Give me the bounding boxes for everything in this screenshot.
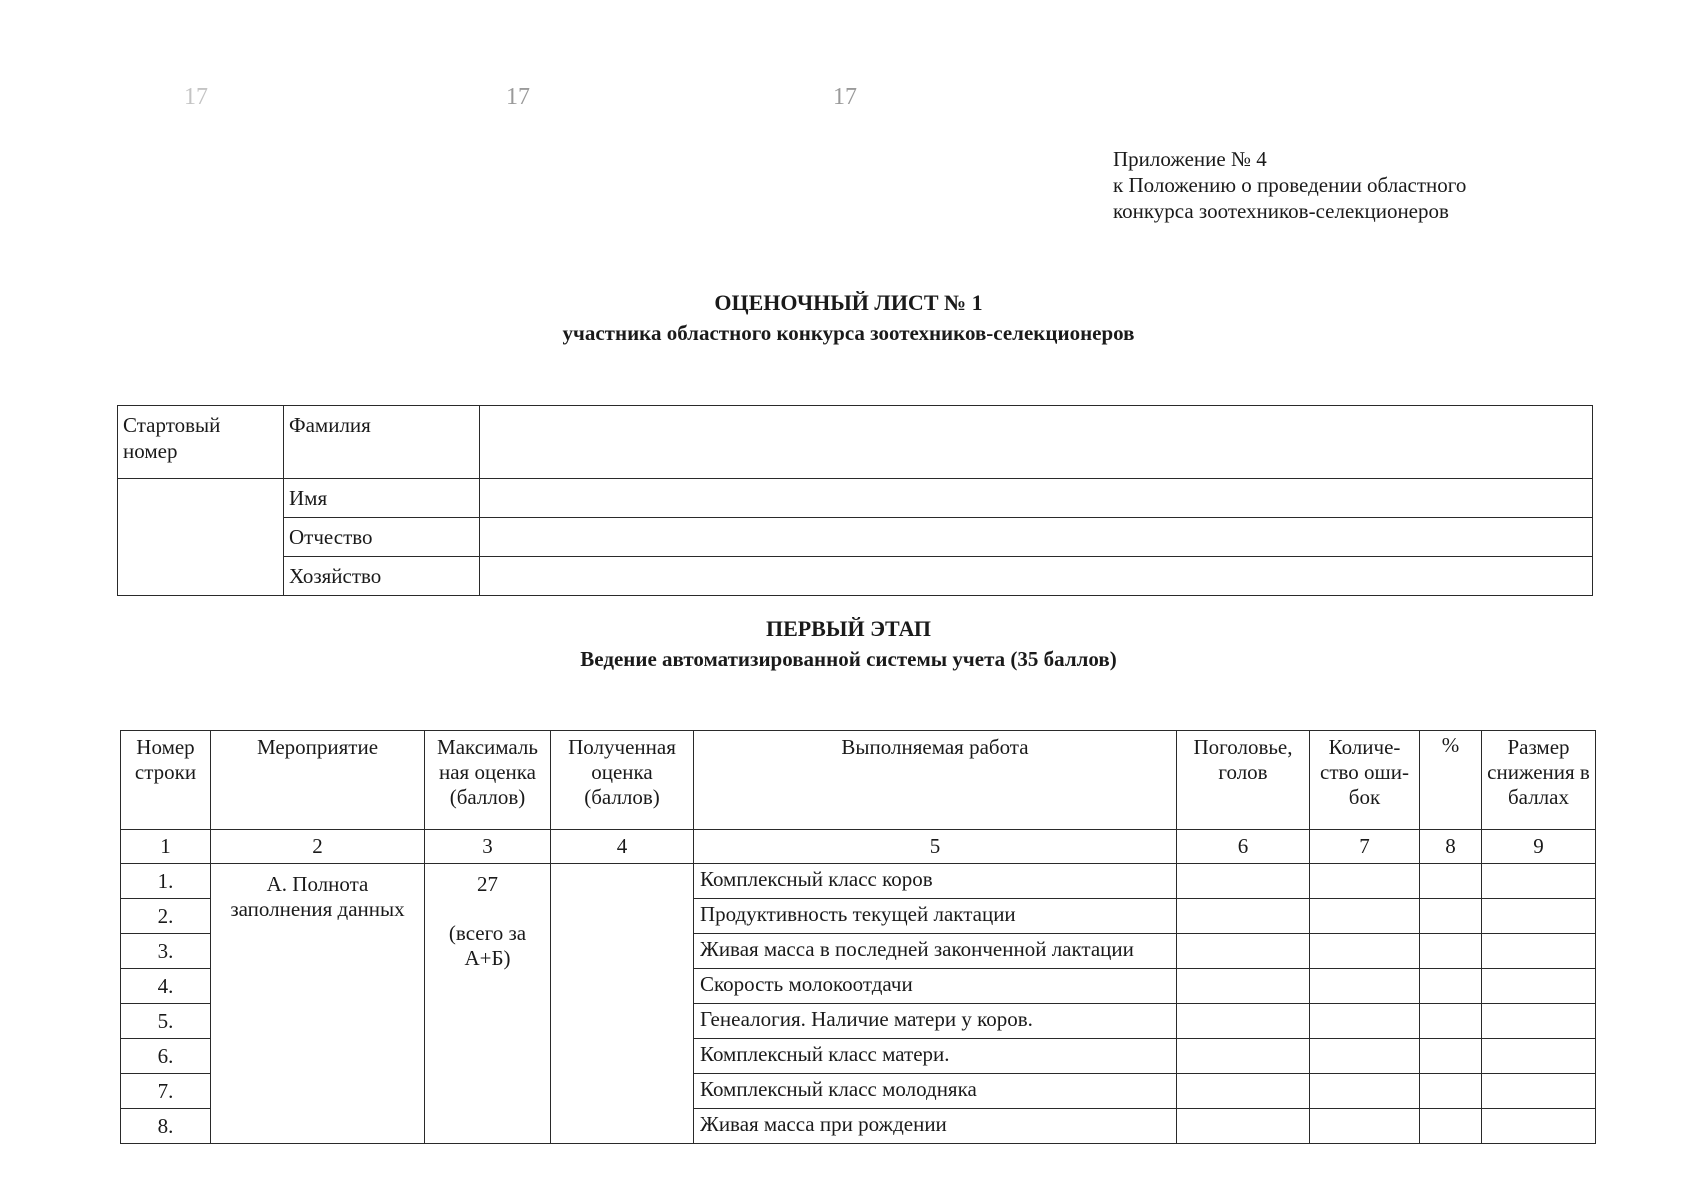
column-number: 3 bbox=[425, 830, 551, 864]
evaluation-table bbox=[120, 730, 1596, 1144]
stage-title bbox=[0, 614, 1697, 674]
reduction-field[interactable] bbox=[1482, 1074, 1596, 1109]
stage-title-main: ПЕРВЫЙ ЭТАП bbox=[765, 616, 932, 641]
livestock-field[interactable] bbox=[1177, 1039, 1310, 1074]
work-item: Живая масса в последней законченной лактации bbox=[694, 934, 1177, 969]
work-item: Живая масса при рождении bbox=[694, 1109, 1177, 1144]
stage-title-sub: Ведение автоматизированной системы учета (35 баллов) bbox=[580, 647, 1117, 671]
header-row-number: Номер строки bbox=[121, 731, 211, 830]
appendix-note bbox=[1113, 146, 1466, 224]
column-number: 1 bbox=[121, 830, 211, 864]
errors-field[interactable] bbox=[1310, 969, 1420, 1004]
livestock-field[interactable] bbox=[1177, 1074, 1310, 1109]
work-item: Генеалогия. Наличие матери у коров. bbox=[694, 1004, 1177, 1039]
column-number: 9 bbox=[1482, 830, 1596, 864]
surname-label: Фамилия bbox=[284, 406, 480, 479]
errors-field[interactable] bbox=[1310, 934, 1420, 969]
livestock-field[interactable] bbox=[1177, 899, 1310, 934]
reduction-field[interactable] bbox=[1482, 1109, 1596, 1144]
errors-field[interactable] bbox=[1310, 1109, 1420, 1144]
participant-table bbox=[117, 405, 1593, 596]
sheet-title-sub: участника областного конкурса зоотехников-селекционеров bbox=[562, 321, 1135, 345]
header-received-score: Полученная оценка (баллов) bbox=[551, 731, 694, 830]
percent-field[interactable] bbox=[1420, 864, 1482, 899]
received-score-field[interactable] bbox=[551, 864, 694, 1144]
row-number: 5. bbox=[121, 1004, 211, 1039]
header-reduction: Размер снижения в баллах bbox=[1482, 731, 1596, 830]
max-score-note: (всего за А+Б) bbox=[448, 921, 527, 970]
work-item: Комплексный класс молодняка bbox=[694, 1074, 1177, 1109]
activity-cell: А. Полнота заполнения данных bbox=[211, 864, 425, 1144]
livestock-field[interactable] bbox=[1177, 1004, 1310, 1039]
percent-field[interactable] bbox=[1420, 969, 1482, 1004]
column-number: 6 bbox=[1177, 830, 1310, 864]
page-number: 17 bbox=[833, 84, 857, 110]
reduction-field[interactable] bbox=[1482, 864, 1596, 899]
header-percent: % bbox=[1420, 731, 1482, 830]
livestock-field[interactable] bbox=[1177, 864, 1310, 899]
work-item: Комплексный класс матери. bbox=[694, 1039, 1177, 1074]
row-number: 2. bbox=[121, 899, 211, 934]
sheet-title bbox=[0, 288, 1697, 348]
patronymic-field[interactable] bbox=[480, 518, 1593, 557]
header-activity: Мероприятие bbox=[211, 731, 425, 830]
farm-label: Хозяйство bbox=[284, 557, 480, 596]
percent-field[interactable] bbox=[1420, 1039, 1482, 1074]
percent-field[interactable] bbox=[1420, 1109, 1482, 1144]
work-item: Продуктивность текущей лактации bbox=[694, 899, 1177, 934]
column-number: 8 bbox=[1420, 830, 1482, 864]
page-number: 17 bbox=[506, 84, 530, 110]
appendix-line: конкурса зоотехников-селекционеров bbox=[1113, 199, 1449, 223]
reduction-field[interactable] bbox=[1482, 934, 1596, 969]
reduction-field[interactable] bbox=[1482, 969, 1596, 1004]
name-label: Имя bbox=[284, 479, 480, 518]
max-score-cell bbox=[425, 864, 551, 1144]
header-errors: Количе- ство оши- бок bbox=[1310, 731, 1420, 830]
column-number: 4 bbox=[551, 830, 694, 864]
sheet-title-main: ОЦЕНОЧНЫЙ ЛИСТ № 1 bbox=[714, 290, 983, 315]
percent-field[interactable] bbox=[1420, 1004, 1482, 1039]
percent-field[interactable] bbox=[1420, 899, 1482, 934]
row-number: 4. bbox=[121, 969, 211, 1004]
header-livestock: Поголовье, голов bbox=[1177, 731, 1310, 830]
column-number: 7 bbox=[1310, 830, 1420, 864]
name-field[interactable] bbox=[480, 479, 1593, 518]
surname-field[interactable] bbox=[480, 406, 1593, 479]
row-number: 8. bbox=[121, 1109, 211, 1144]
percent-field[interactable] bbox=[1420, 1074, 1482, 1109]
errors-field[interactable] bbox=[1310, 899, 1420, 934]
column-number: 5 bbox=[694, 830, 1177, 864]
reduction-field[interactable] bbox=[1482, 899, 1596, 934]
livestock-field[interactable] bbox=[1177, 934, 1310, 969]
row-number: 3. bbox=[121, 934, 211, 969]
header-max-score: Максималь ная оценка (баллов) bbox=[425, 731, 551, 830]
column-number: 2 bbox=[211, 830, 425, 864]
errors-field[interactable] bbox=[1310, 1004, 1420, 1039]
livestock-field[interactable] bbox=[1177, 1109, 1310, 1144]
row-number: 1. bbox=[121, 864, 211, 899]
row-number: 6. bbox=[121, 1039, 211, 1074]
errors-field[interactable] bbox=[1310, 864, 1420, 899]
reduction-field[interactable] bbox=[1482, 1004, 1596, 1039]
work-item: Комплексный класс коров bbox=[694, 864, 1177, 899]
appendix-line: к Положению о проведении областного bbox=[1113, 173, 1467, 197]
start-number-field[interactable] bbox=[118, 479, 284, 596]
row-number: 7. bbox=[121, 1074, 211, 1109]
errors-field[interactable] bbox=[1310, 1074, 1420, 1109]
patronymic-label: Отчество bbox=[284, 518, 480, 557]
page-number: 17 bbox=[184, 84, 208, 110]
max-score-value: 27 bbox=[477, 872, 498, 896]
farm-field[interactable] bbox=[480, 557, 1593, 596]
header-work: Выполняемая работа bbox=[694, 731, 1177, 830]
errors-field[interactable] bbox=[1310, 1039, 1420, 1074]
reduction-field[interactable] bbox=[1482, 1039, 1596, 1074]
appendix-line: Приложение № 4 bbox=[1113, 147, 1267, 171]
percent-field[interactable] bbox=[1420, 934, 1482, 969]
livestock-field[interactable] bbox=[1177, 969, 1310, 1004]
work-item: Скорость молокоотдачи bbox=[694, 969, 1177, 1004]
start-number-label: Стартовый номер bbox=[118, 406, 284, 479]
